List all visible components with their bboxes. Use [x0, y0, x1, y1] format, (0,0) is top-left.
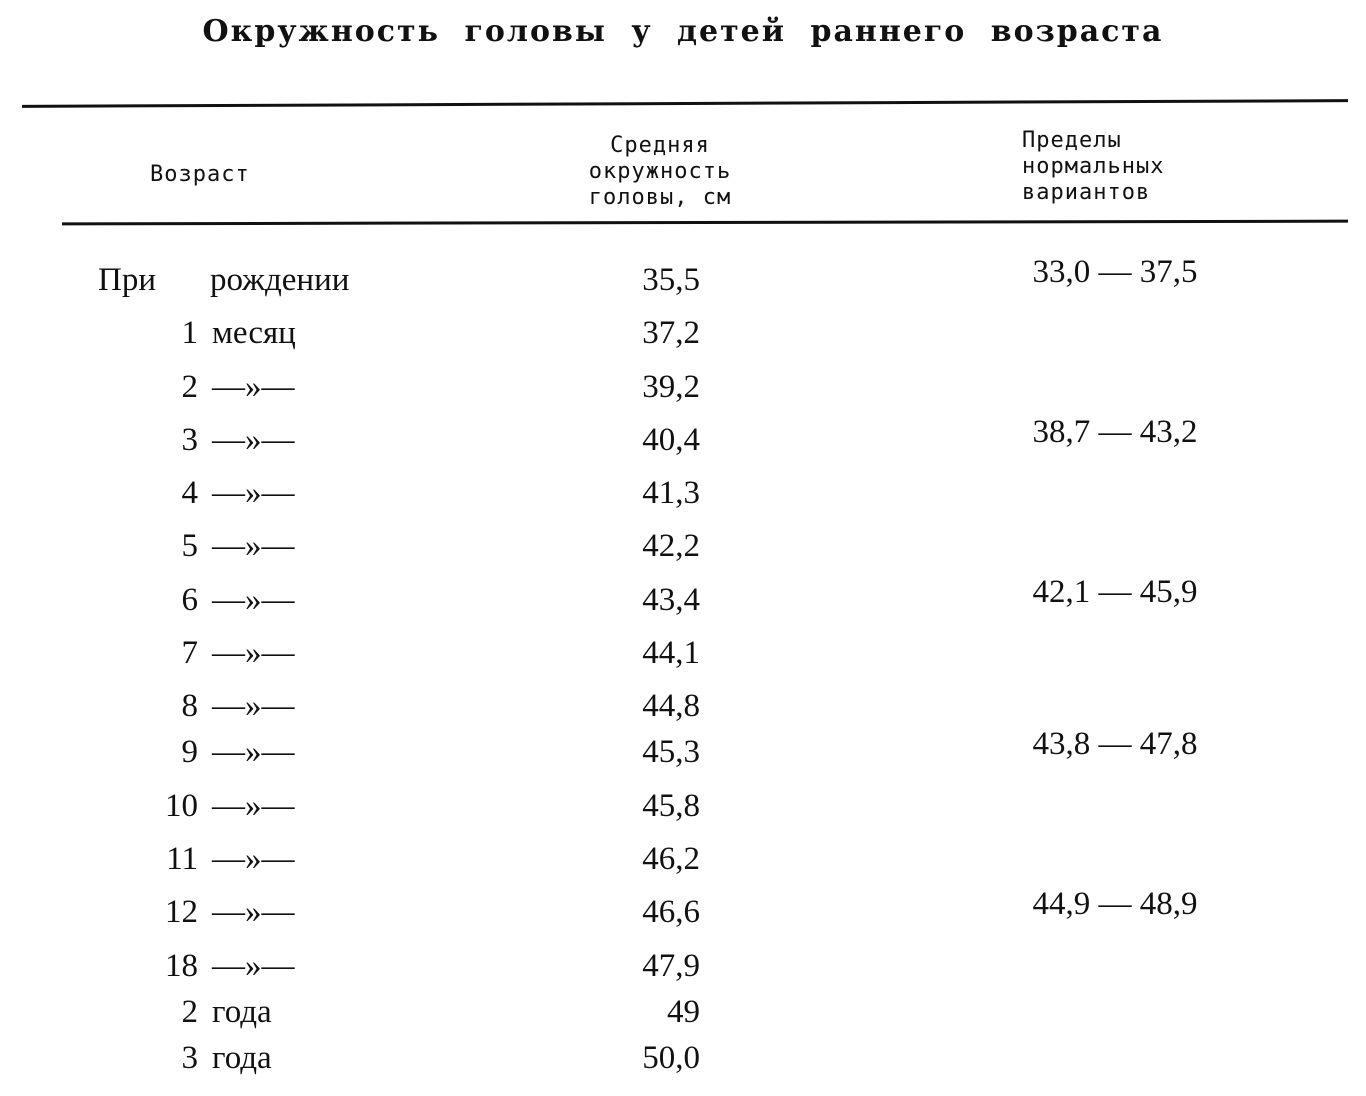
age-unit: —»—: [212, 368, 295, 405]
age-cell: [98, 475, 295, 512]
table-row: [0, 315, 1366, 368]
header-bottom-rule: [62, 220, 1348, 226]
average-cell: 42,2: [642, 528, 700, 565]
age-unit: —»—: [212, 635, 295, 672]
average-cell: 44,8: [642, 688, 700, 725]
table-row: [0, 948, 1366, 994]
table-row: [0, 1040, 1366, 1093]
age-number: 9: [181, 734, 198, 771]
average-cell: 41,3: [642, 475, 700, 512]
age-number: 7: [181, 635, 198, 672]
age-unit: —»—: [212, 787, 295, 824]
average-cell: 43,4: [642, 581, 700, 618]
page-title: Окружность головы у детей раннего возраста: [202, 14, 1164, 49]
header-average-line1: Средняя: [610, 133, 710, 158]
age-cell: [98, 994, 272, 1031]
header-average-line3: головы, см: [588, 185, 732, 210]
header-normal-range-line3: вариантов: [1022, 180, 1151, 205]
age-unit: —»—: [212, 840, 295, 877]
table-top-rule: [22, 99, 1348, 108]
age-unit: —»—: [212, 894, 295, 931]
age-number: 12: [165, 894, 198, 931]
age-unit: месяц: [212, 315, 296, 352]
age-cell: [98, 734, 295, 771]
header-normal-range-line2: нормальных: [1022, 154, 1165, 179]
header-normal-range: [1022, 128, 1222, 206]
table-row: [0, 635, 1366, 688]
normal-range-cell: 44,9 — 48,9: [1032, 886, 1198, 923]
average-cell: 50,0: [642, 1039, 700, 1076]
age-unit: —»—: [212, 421, 295, 458]
average-cell: 47,9: [642, 947, 700, 984]
age-unit: года: [212, 993, 272, 1030]
table-row: [0, 994, 1366, 1040]
table-body: [0, 254, 1366, 1093]
header-age: Возраст: [150, 162, 250, 187]
average-cell: 46,2: [642, 840, 700, 877]
age-number: 10: [165, 787, 198, 824]
age-unit: —»—: [212, 947, 295, 984]
age-number: 18: [165, 947, 198, 984]
age-number: 4: [181, 475, 198, 512]
age-number: 1: [181, 315, 198, 352]
average-cell: 44,1: [642, 635, 700, 672]
age-cell: [98, 369, 295, 406]
table-row: [0, 475, 1366, 528]
age-cell: [98, 1040, 272, 1077]
table-row: [0, 886, 1366, 947]
age-cell: [98, 635, 295, 672]
age-number: 11: [166, 840, 198, 877]
table-row: [0, 254, 1366, 315]
age-cell: [98, 582, 295, 619]
average-cell: 45,8: [642, 787, 700, 824]
header-average: [560, 133, 760, 211]
age-number: 5: [181, 528, 198, 565]
age-cell: [98, 788, 295, 825]
age-unit: —»—: [212, 688, 295, 725]
normal-range-cell: 38,7 — 43,2: [1032, 413, 1198, 450]
average-cell: 39,2: [642, 368, 700, 405]
table-row: [0, 788, 1366, 841]
age-cell: [98, 894, 295, 931]
header-normal-range-line1: Пределы: [1022, 128, 1122, 153]
age-cell: [98, 688, 295, 725]
age-number: 2: [181, 368, 198, 405]
normal-range-cell: 33,0 — 37,5: [1032, 254, 1198, 290]
table-row: [0, 573, 1366, 635]
average-cell: 46,6: [642, 894, 700, 931]
average-cell: 49: [667, 993, 700, 1030]
average-cell: 40,4: [642, 421, 700, 458]
age-number: 8: [181, 688, 198, 725]
age-cell: [98, 315, 296, 352]
age-cell: [98, 422, 295, 459]
header-average-line2: окружность: [588, 159, 732, 184]
age-cell: [98, 948, 295, 985]
age-cell: [98, 262, 349, 299]
age-unit: рождении: [210, 262, 350, 298]
age-number: 2: [181, 993, 198, 1030]
age-number: 3: [181, 1039, 198, 1076]
average-cell: 35,5: [642, 262, 700, 298]
age-cell: [98, 528, 295, 565]
age-unit: года: [212, 1039, 272, 1076]
table-row: [0, 413, 1366, 475]
table-row: [0, 726, 1366, 787]
average-cell: 37,2: [642, 315, 700, 352]
age-unit: —»—: [212, 475, 295, 512]
age-number: 3: [181, 421, 198, 458]
age-unit: —»—: [212, 734, 295, 771]
age-unit: —»—: [212, 528, 295, 565]
age-number: При: [98, 262, 156, 298]
normal-range-cell: 42,1 — 45,9: [1032, 573, 1198, 610]
average-cell: 45,3: [642, 734, 700, 771]
age-cell: [98, 841, 295, 878]
age-unit: —»—: [212, 581, 295, 618]
age-number: 6: [181, 581, 198, 618]
normal-range-cell: 43,8 — 47,8: [1032, 726, 1198, 763]
